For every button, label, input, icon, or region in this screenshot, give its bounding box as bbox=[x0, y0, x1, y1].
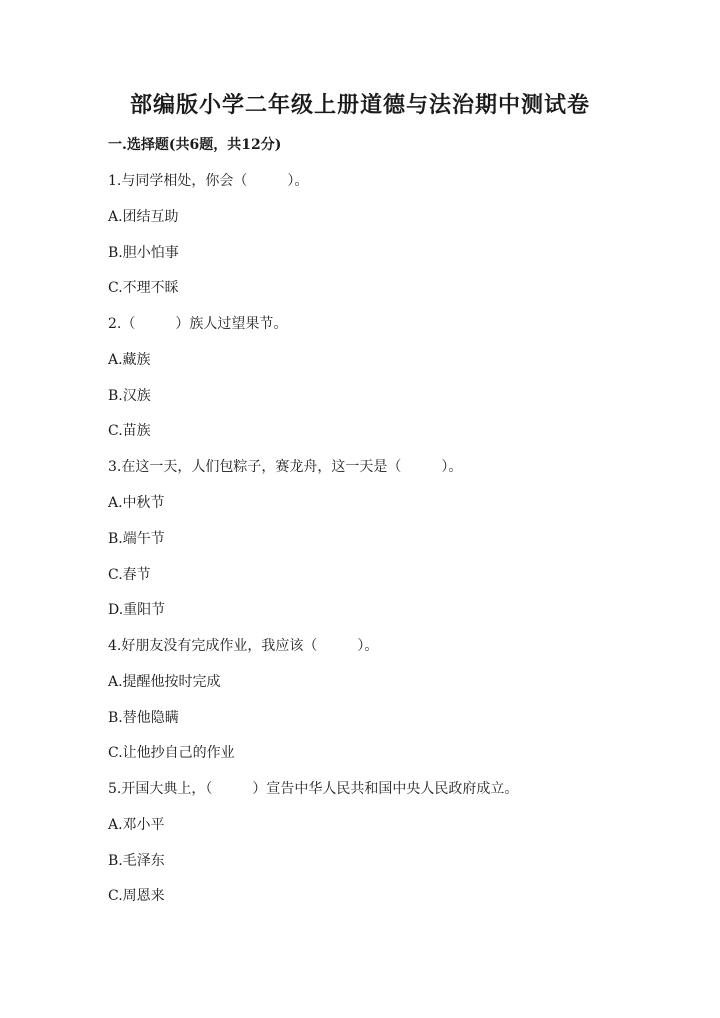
question-2-option-b: B.汉族 bbox=[108, 388, 151, 404]
question-1-stem-end: ）。 bbox=[287, 173, 309, 189]
question-1-option-a: A.团结互助 bbox=[108, 209, 179, 225]
question-2-option-c: C.苗族 bbox=[108, 423, 151, 439]
page-title: 部编版小学二年级上册道德与法治期中测试卷 bbox=[129, 92, 590, 118]
question-4-option-b: B.替他隐瞒 bbox=[108, 710, 179, 726]
question-1-option-b: B.胆小怕事 bbox=[108, 245, 179, 261]
question-4-stem bbox=[108, 635, 378, 655]
question-2-option-a: A.藏族 bbox=[108, 352, 151, 368]
question-2-stem bbox=[108, 313, 287, 333]
question-5-stem-end: ）宣告中华人民共和国中央人民政府成立。 bbox=[252, 781, 519, 797]
question-5-option-a: A.邓小平 bbox=[108, 817, 165, 833]
question-1-stem-start: 1.与同学相处，你会（ bbox=[108, 173, 248, 189]
question-5-option-c: C.周恩来 bbox=[108, 888, 165, 904]
question-3-option-d: D.重阳节 bbox=[108, 602, 166, 618]
question-3-option-c: C.春节 bbox=[108, 567, 151, 583]
question-5-stem bbox=[108, 778, 518, 798]
question-5-option-b: B.毛泽东 bbox=[108, 853, 165, 869]
question-4-option-c: C.让他抄自己的作业 bbox=[108, 745, 235, 761]
question-3-option-b: B.端午节 bbox=[108, 531, 165, 547]
question-2-stem-start: 2.（ bbox=[108, 316, 136, 332]
question-4-stem-end: ）。 bbox=[357, 638, 379, 654]
question-1-stem bbox=[108, 170, 308, 190]
question-1-option-c: C.不理不睬 bbox=[108, 280, 179, 296]
question-3-stem-end: ）。 bbox=[441, 459, 463, 475]
question-3-stem bbox=[108, 456, 462, 476]
question-5-stem-start: 5.开国大典上，（ bbox=[108, 781, 213, 797]
question-4-option-a: A.提醒他按时完成 bbox=[108, 674, 221, 690]
question-4-stem-start: 4.好朋友没有完成作业，我应该（ bbox=[108, 638, 318, 654]
question-3-stem-start: 3.在这一天，人们包粽子，赛龙舟，这一天是（ bbox=[108, 459, 402, 475]
section-heading: 一.选择题(共6题，共12分) bbox=[108, 137, 282, 153]
question-3-option-a: A.中秋节 bbox=[108, 495, 165, 511]
question-2-stem-end: ）族人过望果节。 bbox=[175, 316, 288, 332]
